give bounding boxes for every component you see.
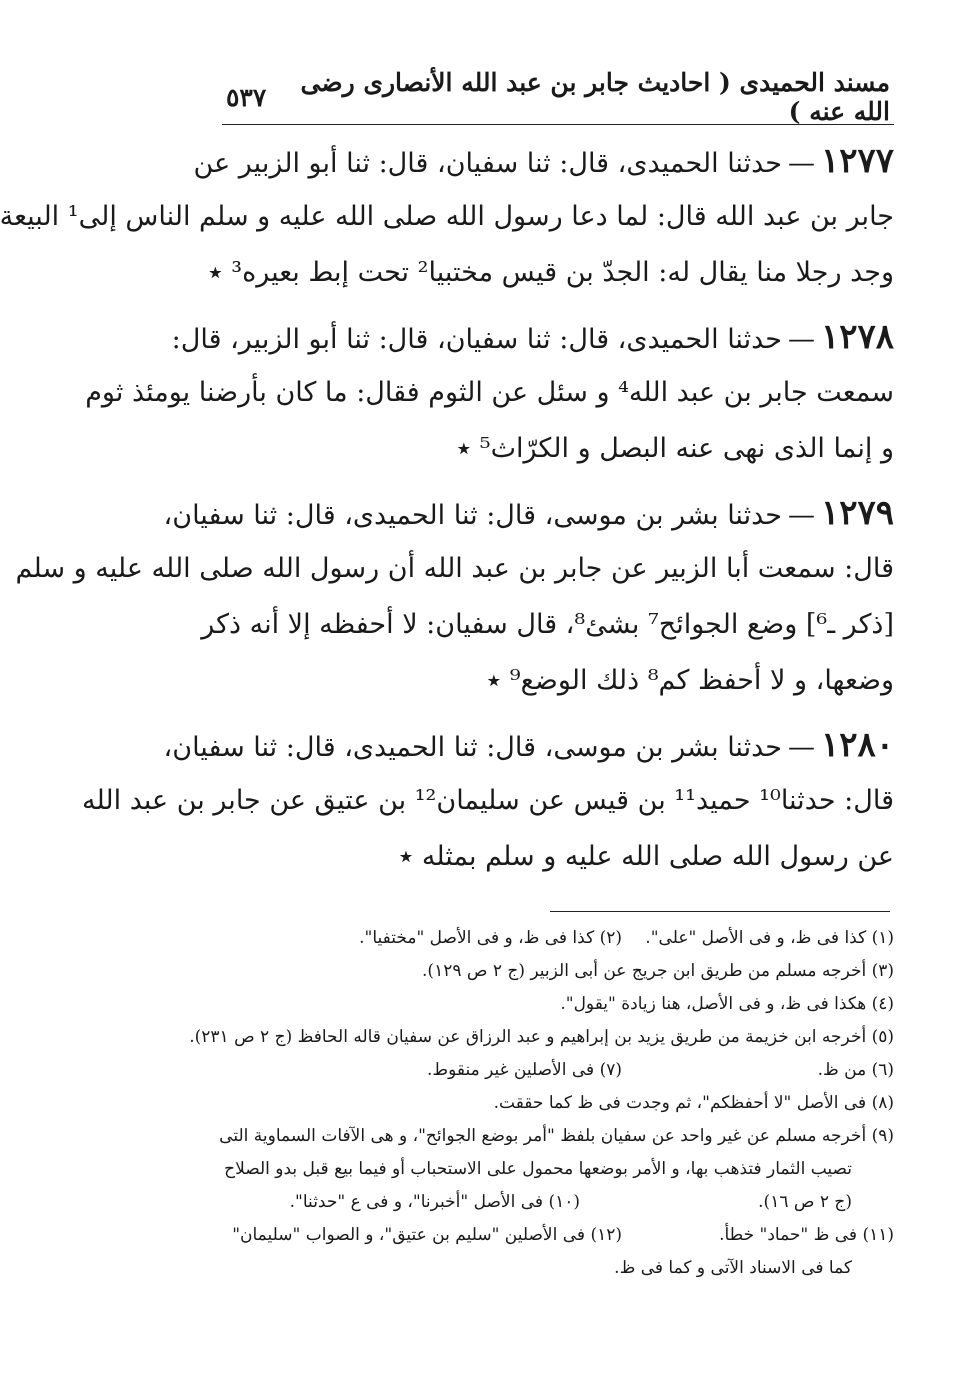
footnote: (٢) كذا فى ظ، و فى الأصل "مختفيا".: [359, 928, 622, 948]
footnote: (١٠) فى الأصل "أخبرنا"، و فى ع "حدثنا".: [289, 1192, 580, 1212]
hadith-line: [163, 717, 894, 773]
running-header: [222, 70, 894, 125]
hadith-4: [82, 717, 894, 885]
hadith-line: [171, 309, 894, 365]
footnote: (٤) هكذا فى ظ، و فى الأصل، هنا زيادة "يقول".: [560, 994, 894, 1014]
footnote: (٦) من ظ.: [817, 1060, 894, 1080]
footnote: (١١) فى ظ "حماد" خطأ.: [719, 1225, 894, 1245]
hadith-text: حدثنا الحميدى، قال: ثنا سفيان، قال: ثنا أبو الزبير عن: [193, 148, 782, 179]
footnote-row: [222, 922, 894, 955]
footnote-row: [222, 1219, 894, 1252]
hadith-line: [15, 541, 894, 597]
hadith-text: سمعت جابر بن عبد الله⁴ و سئل عن الثوم فقال: ما كان بأرضنا يومئذ ثوم: [85, 377, 894, 408]
hadith-number: ١٢٧٨: [820, 317, 894, 357]
hadith-text: قال: سمعت أبا الزبير عن جابر بن عبد الله أن رسول الله صلى الله عليه و سلم: [15, 553, 894, 584]
hadith-number: ١٢٧٧: [820, 141, 894, 181]
footnote-continuation: تصيب الثمار فتذهب بها، و الأمر بوضعها محمول على الاستحباب أو فيما بيع قبل بدو الصلاح: [224, 1159, 852, 1179]
hadith-text: و إنما الذى نهى عنه البصل و الكرّاث⁵ ٭: [456, 433, 894, 464]
footnote-row: [222, 1186, 894, 1219]
hadith-line: [222, 829, 894, 885]
footnote: (١٢) فى الأصلين "سليم بن عتيق"، و الصواب "سليمان": [232, 1225, 622, 1245]
footnote: (٩) أخرجه مسلم عن غير واحد عن سفيان بلفظ "أمر بوضع الجوائح"، و هى الآفات السماوية التى: [219, 1126, 894, 1146]
footnote: (٨) فى الأصل "لا أحفظكم"، ثم وجدت فى ظ كما حققت.: [493, 1093, 894, 1113]
hadith-line: [222, 653, 894, 709]
hadith-line: [222, 421, 894, 477]
number-dash: —: [787, 500, 815, 531]
hadith-2: [85, 309, 894, 477]
hadith-text: حدثنا بشر بن موسى، قال: ثنا الحميدى، قال: ثنا سفيان،: [163, 500, 782, 531]
hadith-number: ١٢٧٩: [820, 493, 894, 533]
hadith-text: جابر بن عبد الله قال: لما دعا رسول الله صلى الله عليه و سلم الناس إلى¹ البيعة: [0, 201, 894, 232]
hadith-text: [ذكر ـ⁶] وضع الجوائح⁷ بشئ⁸، قال سفيان: لا أحفظه إلا أنه ذكر: [201, 609, 894, 640]
hadith-line: [163, 485, 894, 541]
hadith-list: [0, 133, 894, 885]
hadith-line: [193, 133, 894, 189]
hadith-text: وجد رجلا منا يقال له: الجدّ بن قيس مختبيا² تحت إبط بعيره³ ٭: [207, 257, 894, 288]
hadith-line: [207, 245, 894, 301]
footnote-row: [222, 1054, 894, 1087]
hadith-line: [85, 365, 894, 421]
footnote: (٣) أخرجه مسلم من طريق ابن جريج عن أبى الزبير (ج ٢ ص ١٢٩).: [422, 961, 894, 981]
footnote-continuation: كما فى الاسناد الآتى و كما فى ظ.: [614, 1258, 852, 1278]
number-dash: —: [787, 732, 815, 763]
hadith-text: قال: حدثنا¹⁰ حميد¹¹ بن قيس عن سليمان¹² بن عتيق عن جابر بن عبد الله: [82, 785, 894, 816]
footnotes: [189, 922, 894, 1285]
hadith-line: [82, 773, 894, 829]
book-page: [0, 68, 894, 1285]
hadith-text: حدثنا بشر بن موسى، قال: ثنا الحميدى، قال: ثنا سفيان،: [163, 732, 782, 763]
page-number: ٥٣٧: [226, 82, 267, 112]
footnote: (٧) فى الأصلين غير منقوط.: [426, 1060, 622, 1080]
hadith-text: حدثنا الحميدى، قال: ثنا سفيان، قال: ثنا أبو الزبير، قال:: [171, 324, 782, 355]
hadith-3: [15, 485, 894, 709]
hadith-number: ١٢٨٠: [820, 725, 894, 765]
footnote-divider: [550, 911, 890, 912]
hadith-1: [0, 133, 894, 301]
hadith-text: وضعها، و لا أحفظ كم⁸ ذلك الوضع⁹ ٭: [486, 665, 894, 696]
footnote: (٥) أخرجه ابن خزيمة من طريق يزيد بن إبراهيم و عبد الرزاق عن سفيان قاله الحافظ (ج ٢ ص ٢٣١).: [189, 1027, 894, 1047]
footnote: (١) كذا فى ظ، و فى الأصل "على".: [645, 928, 894, 948]
hadith-line: [201, 597, 894, 653]
hadith-text: عن رسول الله صلى الله عليه و سلم بمثله ٭: [398, 841, 894, 872]
hadith-line: [0, 189, 894, 245]
number-dash: —: [787, 148, 815, 179]
number-dash: —: [787, 324, 815, 355]
footnote: (ج ٢ ص ١٦).: [758, 1192, 852, 1212]
running-title: مسند الحميدى ( احاديث جابر بن عبد الله الأنصارى رضى الله عنه ): [300, 68, 890, 126]
